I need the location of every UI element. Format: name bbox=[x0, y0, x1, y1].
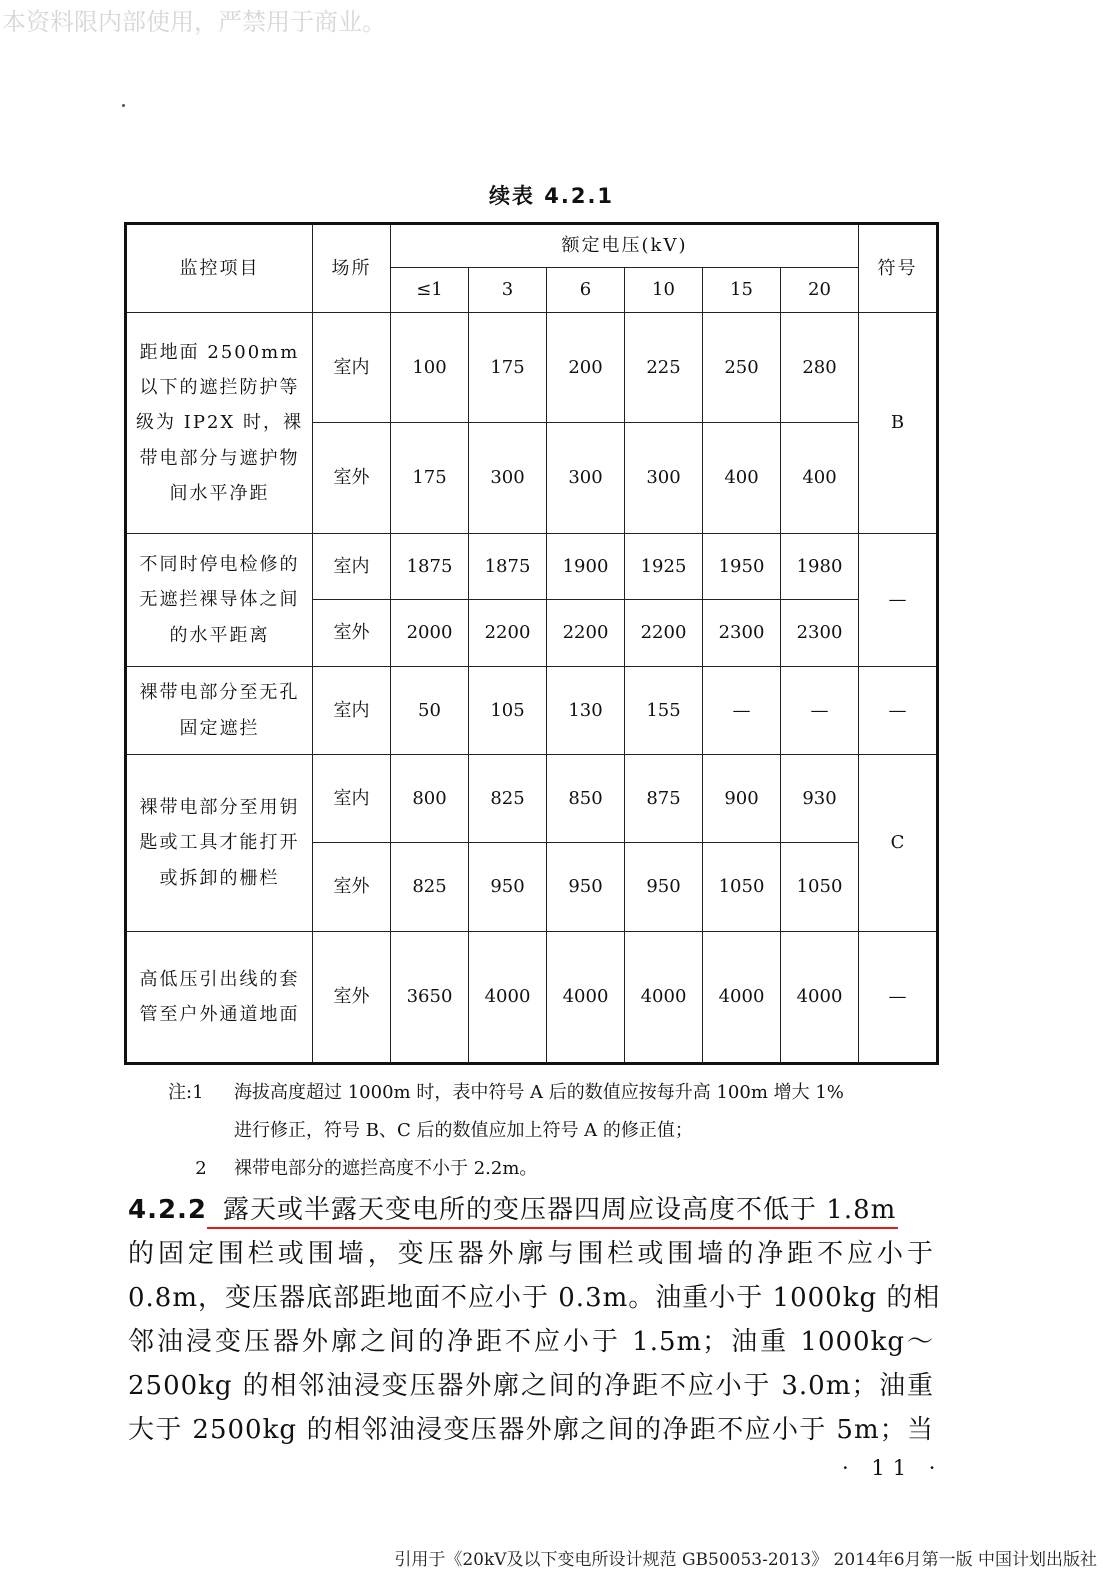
place-cell: 室外 bbox=[313, 423, 391, 534]
value-cell: 4000 bbox=[469, 932, 547, 1064]
value-cell: 1875 bbox=[469, 534, 547, 600]
value-cell: 875 bbox=[625, 755, 703, 843]
value-cell: 155 bbox=[625, 667, 703, 755]
value-cell: 105 bbox=[469, 667, 547, 755]
place-cell: 室外 bbox=[313, 843, 391, 932]
value-cell: 225 bbox=[625, 313, 703, 423]
clause-line: 邻油浸变压器外廓之间的净距不应小于 1.5m；油重 1000kg～ bbox=[128, 1327, 934, 1357]
value-cell: 200 bbox=[547, 313, 625, 423]
header-voltage-value: ≤1 bbox=[391, 268, 469, 313]
citation-footer: 引用于《20kV及以下变电所设计规范 GB50053-2013》 2014年6月第一版 中国计划出版社 bbox=[394, 1550, 1097, 1570]
value-cell: 4000 bbox=[781, 932, 859, 1064]
clause-line: 0.8m，变压器底部距地面不应小于 0.3m。油重小于 1000kg 的相 bbox=[128, 1283, 941, 1313]
symbol-cell: C bbox=[859, 755, 938, 932]
value-cell: 280 bbox=[781, 313, 859, 423]
table-title: 续表 4.2.1 bbox=[488, 184, 615, 208]
monitor-item: 裸带电部分至用钥匙或工具才能打开或拆卸的栅栏 bbox=[126, 755, 313, 932]
monitor-item: 不同时停电检修的无遮拦裸导体之间的水平距离 bbox=[126, 534, 313, 667]
place-cell: 室外 bbox=[313, 932, 391, 1064]
scan-dot bbox=[122, 104, 125, 107]
clause-line: 大于 2500kg 的相邻油浸变压器外廓之间的净距不应小于 5m；当 bbox=[128, 1415, 934, 1445]
value-cell: 800 bbox=[391, 755, 469, 843]
table-row bbox=[126, 667, 938, 755]
place-cell: 室内 bbox=[313, 534, 391, 600]
clause-line: 2500kg 的相邻油浸变压器外廓之间的净距不应小于 3.0m；油重 bbox=[128, 1371, 934, 1401]
table-row bbox=[126, 313, 938, 423]
value-cell: 300 bbox=[469, 423, 547, 534]
value-cell: 930 bbox=[781, 755, 859, 843]
symbol-cell: — bbox=[859, 667, 938, 755]
value-cell: 300 bbox=[547, 423, 625, 534]
place-cell: 室内 bbox=[313, 313, 391, 423]
underlined-clause-text: 露天或半露天变电所的变压器四周应设高度不低于 1.8m bbox=[207, 1195, 898, 1229]
value-cell: 1980 bbox=[781, 534, 859, 600]
symbol-cell: — bbox=[859, 534, 938, 667]
value-cell: 950 bbox=[625, 843, 703, 932]
value-cell: 4000 bbox=[547, 932, 625, 1064]
header-symbol: 符号 bbox=[859, 224, 938, 313]
header-item: 监控项目 bbox=[126, 224, 313, 313]
value-cell: 400 bbox=[781, 423, 859, 534]
clause-number: 4.2.2 bbox=[128, 1195, 208, 1225]
note-2-label: 2 bbox=[195, 1158, 207, 1179]
header-voltage-value: 15 bbox=[703, 268, 781, 313]
value-cell: 825 bbox=[391, 843, 469, 932]
value-cell: 130 bbox=[547, 667, 625, 755]
monitor-item: 高低压引出线的套管至户外通道地面 bbox=[126, 932, 313, 1064]
value-cell: 950 bbox=[547, 843, 625, 932]
value-cell: 1950 bbox=[703, 534, 781, 600]
value-cell: 4000 bbox=[703, 932, 781, 1064]
value-cell: 175 bbox=[469, 313, 547, 423]
header-voltage-value: 3 bbox=[469, 268, 547, 313]
value-cell: 2000 bbox=[391, 600, 469, 667]
value-cell: — bbox=[703, 667, 781, 755]
value-cell: 1050 bbox=[781, 843, 859, 932]
header-voltage: 额定电压(kV) bbox=[391, 224, 859, 268]
value-cell: 50 bbox=[391, 667, 469, 755]
value-cell: 2300 bbox=[703, 600, 781, 667]
value-cell: 900 bbox=[703, 755, 781, 843]
value-cell: 850 bbox=[547, 755, 625, 843]
value-cell: 100 bbox=[391, 313, 469, 423]
value-cell: 2200 bbox=[625, 600, 703, 667]
clause-4-2-2 bbox=[128, 1188, 941, 1452]
symbol-cell: B bbox=[859, 313, 938, 534]
value-cell: 300 bbox=[625, 423, 703, 534]
monitor-item: 距地面 2500mm 以下的遮拦防护等级为 IP2X 时，裸带电部分与遮护物间水平净距 bbox=[126, 313, 313, 534]
header-voltage-value: 20 bbox=[781, 268, 859, 313]
note-2: 裸带电部分的遮拦高度不小于 2.2m。 bbox=[234, 1158, 538, 1179]
value-cell: 175 bbox=[391, 423, 469, 534]
value-cell: 1050 bbox=[703, 843, 781, 932]
monitor-item: 裸带电部分至无孔固定遮拦 bbox=[126, 667, 313, 755]
value-cell: 825 bbox=[469, 755, 547, 843]
table-notes bbox=[168, 1074, 948, 1188]
table-row bbox=[126, 534, 938, 600]
table-row bbox=[126, 755, 938, 843]
value-cell: 250 bbox=[703, 313, 781, 423]
clearance-table bbox=[124, 222, 939, 1065]
value-cell: 2200 bbox=[469, 600, 547, 667]
value-cell: 1900 bbox=[547, 534, 625, 600]
header-place: 场所 bbox=[313, 224, 391, 313]
value-cell: 2200 bbox=[547, 600, 625, 667]
note-1-line-1: 海拔高度超过 1000m 时，表中符号 A 后的数值应按每升高 100m 增大 1% bbox=[234, 1082, 844, 1103]
value-cell: 3650 bbox=[391, 932, 469, 1064]
value-cell: 4000 bbox=[625, 932, 703, 1064]
symbol-cell: — bbox=[859, 932, 938, 1064]
place-cell: 室内 bbox=[313, 755, 391, 843]
header-voltage-value: 10 bbox=[625, 268, 703, 313]
watermark-text: 本资料限内部使用，严禁用于商业。 bbox=[2, 8, 386, 36]
value-cell: 400 bbox=[703, 423, 781, 534]
table-row bbox=[126, 932, 938, 1064]
place-cell: 室外 bbox=[313, 600, 391, 667]
value-cell: 1875 bbox=[391, 534, 469, 600]
value-cell: 950 bbox=[469, 843, 547, 932]
page-number: · 11 · bbox=[842, 1456, 944, 1480]
value-cell: 2300 bbox=[781, 600, 859, 667]
header-voltage-value: 6 bbox=[547, 268, 625, 313]
note-label: 注:1 bbox=[168, 1082, 204, 1103]
note-1-line-2: 进行修正，符号 B、C 后的数值应加上符号 A 的修正值； bbox=[234, 1120, 693, 1141]
value-cell: 1925 bbox=[625, 534, 703, 600]
clause-line: 的固定围栏或围墙，变压器外廓与围栏或围墙的净距不应小于 bbox=[128, 1239, 934, 1269]
place-cell: 室内 bbox=[313, 667, 391, 755]
value-cell: — bbox=[781, 667, 859, 755]
